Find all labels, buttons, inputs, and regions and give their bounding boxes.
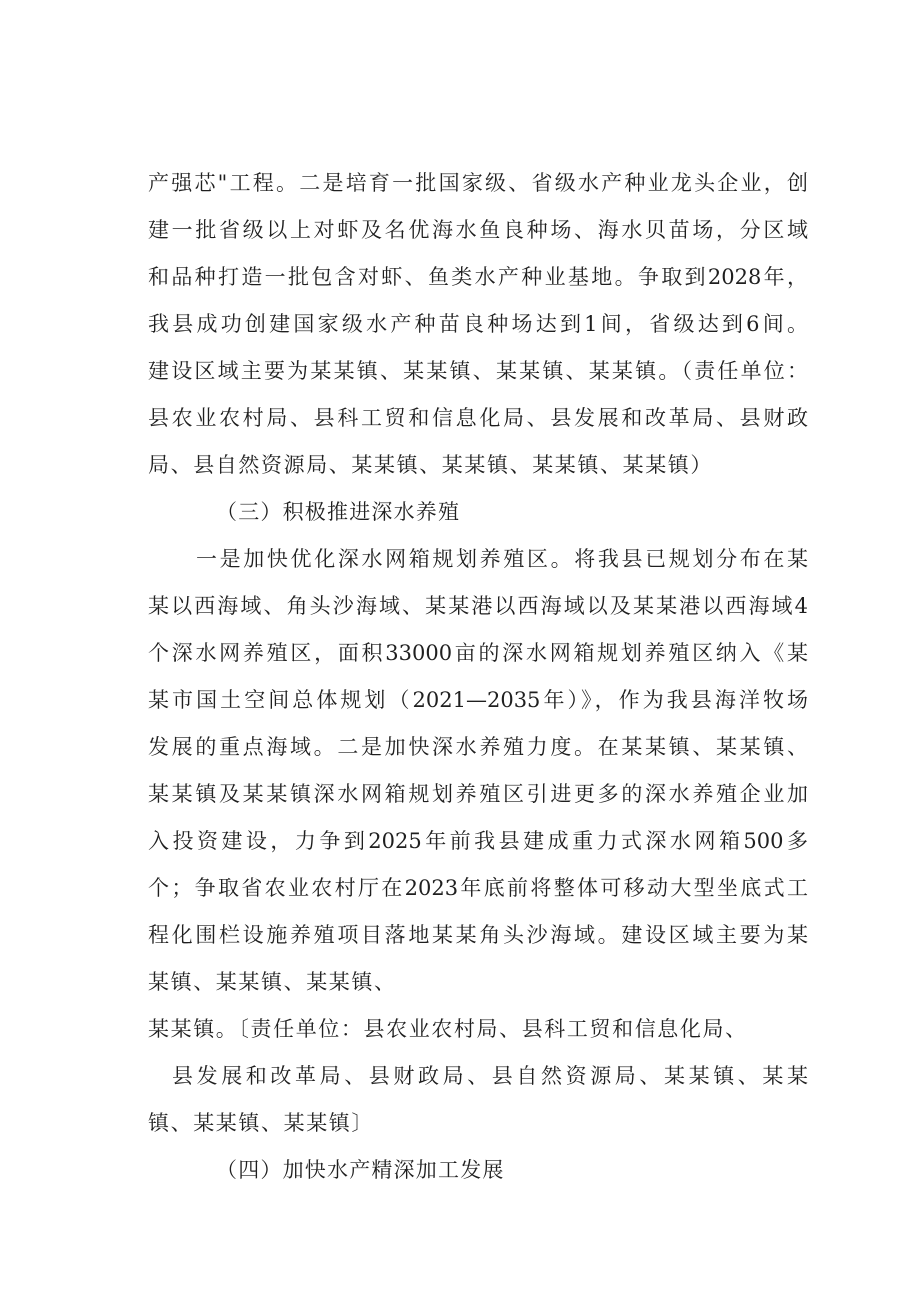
paragraph-line: 入投资建设，力争到2025年前我县建成重力式深水网箱500多 <box>148 829 808 853</box>
section-heading-3: （三）积极推进深水养殖 <box>216 500 461 524</box>
paragraph-line: 县发展和改革局、县财政局、县自然资源局、某某镇、某某 <box>172 1064 808 1088</box>
paragraph-line: 局、县自然资源局、某某镇、某某镇、某某镇、某某镇） <box>148 453 713 477</box>
paragraph-line: 和品种打造一批包含对虾、鱼类水产种业基地。争取到2028年， <box>148 265 808 289</box>
paragraph-line: 建设区域主要为某某镇、某某镇、某某镇、某某镇。（责任单位： <box>148 359 808 383</box>
paragraph-line: 某某镇。〔责任单位：县农业农村局、县科工贸和信息化局、 <box>148 1017 748 1041</box>
paragraph-line: 县农业农村局、县科工贸和信息化局、县发展和改革局、县财政 <box>148 406 808 430</box>
paragraph-line: 产强芯"工程。二是培育一批国家级、省级水产种业龙头企业，创 <box>148 171 808 195</box>
paragraph-line: 我县成功创建国家级水产种苗良种场达到1间，省级达到6间。 <box>148 312 808 336</box>
paragraph-line: 某市国土空间总体规划（2021—2035年）》，作为我县海洋牧场 <box>148 688 808 712</box>
paragraph-line: 某以西海域、角头沙海域、某某港以西海域以及某某港以西海域4 <box>148 594 808 618</box>
paragraph-line: 某某镇及某某镇深水网箱规划养殖区引进更多的深水养殖企业加 <box>148 782 808 806</box>
paragraph-line: 程化围栏设施养殖项目落地某某角头沙海域。建设区域主要为某 <box>148 923 808 947</box>
paragraph-line: 镇、某某镇、某某镇〕 <box>148 1111 374 1135</box>
paragraph-line: 一是加快优化深水网箱规划养殖区。将我县已规划分布在某 <box>196 547 808 571</box>
paragraph-line: 发展的重点海域。二是加快深水养殖力度。在某某镇、某某镇、 <box>148 735 808 759</box>
paragraph-line: 某镇、某某镇、某某镇、 <box>148 970 397 994</box>
paragraph-line: 个；争取省农业农村厅在2023年底前将整体可移动大型坐底式工 <box>148 876 808 900</box>
paragraph-line: 个深水网养殖区，面积33000亩的深水网箱规划养殖区纳入《某 <box>148 641 808 665</box>
section-heading-4: （四）加快水产精深加工发展 <box>216 1158 505 1182</box>
paragraph-line: 建一批省级以上对虾及名优海水鱼良种场、海水贝苗场，分区域 <box>148 218 808 242</box>
